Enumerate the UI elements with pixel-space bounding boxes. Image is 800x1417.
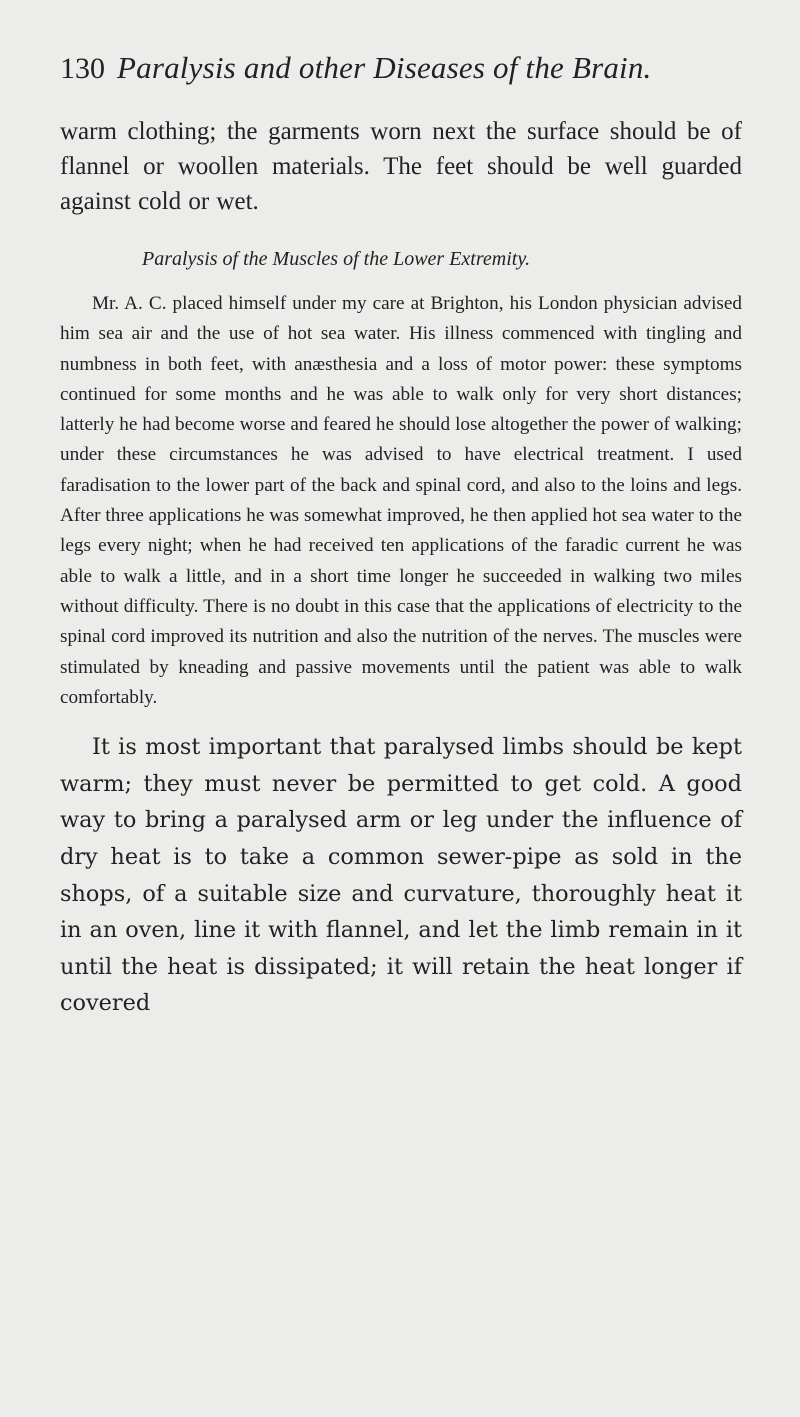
section-heading: Paralysis of the Muscles of the Lower Extremity. <box>142 248 531 270</box>
page-number: 130 <box>60 52 105 85</box>
running-header <box>60 50 742 100</box>
case-report-paragraph: Mr. A. C. placed himself under my care at Brighton, his London physician advised him sea air and the use of hot sea water. His illness commenced with tingling and numbness in both feet, with anæsthesia and a loss of motor power: these symptoms continued for some months and he was able to walk only for very short distances; latterly he had become worse and feared he should lose altogether the power of walking; under these circumstances he was advised to have electrical treatment. I used faradisation to the lower part of the back and spinal cord, and also to the loins and legs. After three applications he was somewhat improved, he then applied hot sea water to the legs every night; when he had received ten applications of the faradic current he was able to walk a little, and in a short time longer he succeeded in walking two miles without difficulty. There is no doubt in this case that the applications of electricity to the spinal cord improved its nutrition and also the nutrition of the nerves. The muscles were stimulated by kneading and passive movements until the patient was able to walk comfortably. <box>60 293 742 708</box>
advice-paragraph: It is most important that paralysed limbs should be kept warm; they must never be permitted to get cold. A good way to bring a paralysed arm or leg under the influence of dry heat is to take a common sewer-pipe as sold in the shops, of a suitable size and curvature, thoroughly heat it in an oven, line it with flannel, and let the limb remain in it until the heat is dissipated; it will retain the heat longer if covered <box>60 734 742 1017</box>
running-title: Paralysis and other Diseases of the Brain. <box>117 50 652 85</box>
continuation-paragraph: warm clothing; the garments worn next the surface should be of flannel or woollen materials. The feet should be well guarded against cold or wet. <box>60 118 742 215</box>
